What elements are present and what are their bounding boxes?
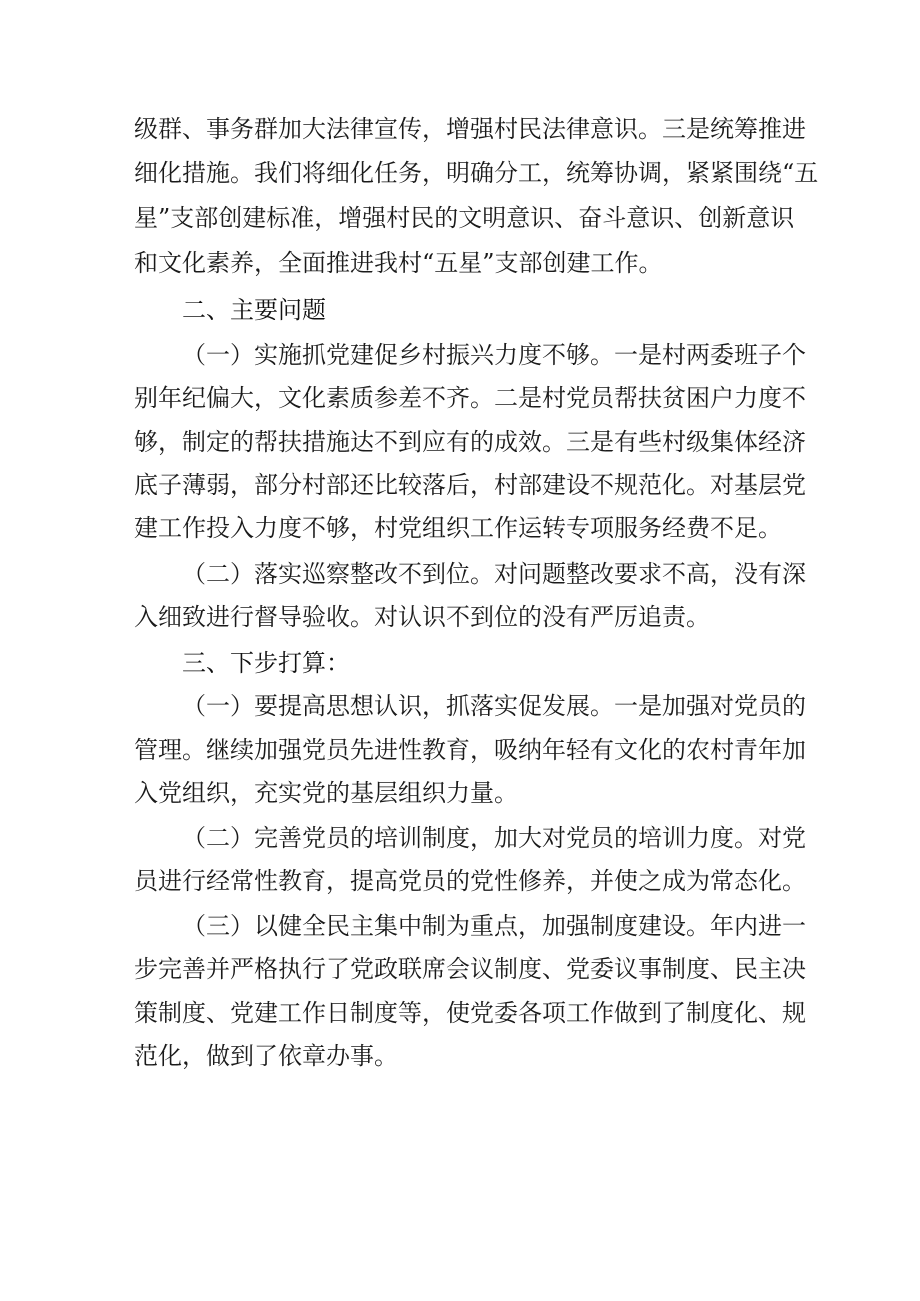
section-heading-main-problems: 二、主要问题	[182, 296, 326, 324]
paragraph-line: 入细致进行督导验收。对认识不到位的没有严厉追责。	[134, 603, 710, 631]
paragraph-line: 建工作投入力度不够，村党组织工作运转专项服务经费不足。	[134, 514, 782, 542]
intro-line-3: 星”支部创建标准，增强村民的文明意识、奋斗意识、创新意识	[134, 204, 795, 232]
section-heading-next-plans: 三、下步打算：	[182, 649, 350, 677]
paragraph-line: 范化，做到了依章办事。	[134, 1042, 398, 1070]
paragraph-line: （三）以健全民主集中制为重点，加强制度建设。年内进一	[182, 912, 806, 940]
intro-line-1: 级群、事务群加大法律宣传，增强村民法律意识。三是统筹推进	[134, 115, 806, 143]
paragraph-line: （一）实施抓党建促乡村振兴力度不够。一是村两委班子个	[182, 341, 806, 369]
paragraph-line: （二）完善党员的培训制度，加大对党员的培训力度。对党	[182, 824, 806, 852]
paragraph-line: 别年纪偏大，文化素质参差不齐。二是村党员帮扶贫困户力度不	[134, 384, 806, 412]
paragraph-line: 策制度、党建工作日制度等，使党委各项工作做到了制度化、规	[134, 999, 806, 1027]
paragraph-line: （一）要提高思想认识，抓落实促发展。一是加强对党员的	[182, 692, 806, 720]
paragraph-line: 员进行经常性教育，提高党员的党性修养，并使之成为常态化。	[134, 867, 806, 895]
paragraph-line: 底子薄弱，部分村部还比较落后，村部建设不规范化。对基层党	[134, 471, 806, 499]
paragraph-line: 够，制定的帮扶措施达不到应有的成效。三是有些村级集体经济	[134, 428, 806, 456]
paragraph-line: 入党组织，充实党的基层组织力量。	[134, 779, 518, 807]
intro-line-4: 和文化素养，全面推进我村“五星”支部创建工作。	[134, 249, 663, 277]
paragraph-line: （二）落实巡察整改不到位。对问题整改要求不高，没有深	[182, 560, 806, 588]
paragraph-line: 步完善并严格执行了党政联席会议制度、党委议事制度、民主决	[134, 955, 806, 983]
intro-line-2: 细化措施。我们将细化任务，明确分工，统筹协调，紧紧围绕“五	[134, 159, 819, 187]
paragraph-line: 管理。继续加强党员先进性教育，吸纳年轻有文化的农村青年加	[134, 736, 806, 764]
